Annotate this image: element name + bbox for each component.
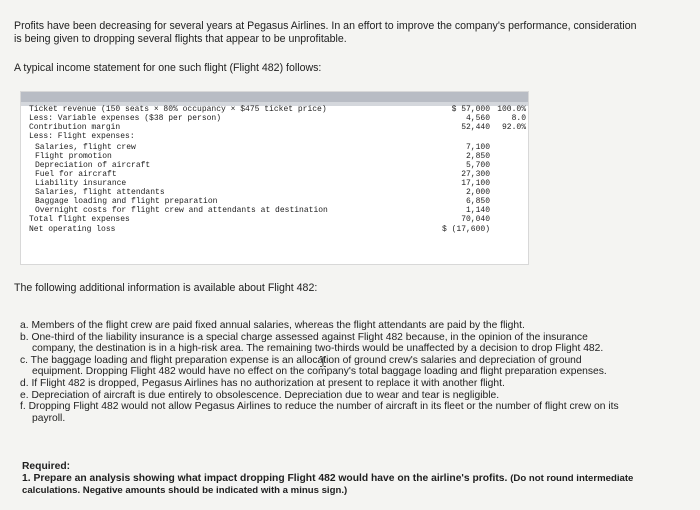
info-item-line: c. The baggage loading and flight preparation expense is an allocation of ground crew's salaries and depreciation of ground xyxy=(20,354,582,366)
statement-row xyxy=(21,152,528,161)
additional-info-list xyxy=(20,320,692,424)
row-percent: 92.0% xyxy=(501,123,526,132)
additional-info-caption: The following additional information is available about Flight 482: xyxy=(14,282,318,294)
required-note: (Do not round intermediate calculations. Negative amounts should be indicated with a minus sign.) xyxy=(22,473,634,496)
info-item xyxy=(20,355,692,378)
row-label: Baggage loading and flight preparation xyxy=(35,197,218,206)
row-label: Fuel for aircraft xyxy=(35,170,117,179)
statement-row xyxy=(21,188,528,197)
row-percent: 8.0 xyxy=(511,114,526,123)
info-item-line: b. One-third of the liability insurance is a special charge assessed against Flight 482 because, in the opinion of the insurance xyxy=(20,331,588,343)
row-amount: 7,100 xyxy=(465,143,490,152)
row-amount: 27,300 xyxy=(461,170,490,179)
row-label: Liability insurance xyxy=(35,179,127,188)
row-percent: 100.0% xyxy=(497,105,526,114)
required-heading: Required: xyxy=(22,461,71,472)
info-item-line: a. Members of the flight crew are paid fixed annual salaries, whereas the flight attendants are paid by the flight. xyxy=(20,320,525,331)
info-item-line: f. Dropping Flight 482 would not allow Pegasus Airlines to reduce the number of aircraft in its fleet or the number of flight crew on its xyxy=(20,401,619,413)
info-item xyxy=(20,320,692,332)
info-item xyxy=(20,401,692,424)
required-task: 1. Prepare an analysis showing what impact dropping Flight 482 would have on the airline's profits. xyxy=(22,473,508,484)
row-amount: $ 57,000 xyxy=(451,105,490,114)
statement-row xyxy=(21,143,528,152)
required-section xyxy=(22,461,682,497)
statement-row xyxy=(21,105,528,114)
row-label: Flight promotion xyxy=(35,152,112,161)
row-label: Less: Flight expenses: xyxy=(29,132,135,141)
row-amount: 5,700 xyxy=(465,161,490,170)
row-label: Depreciation of aircraft xyxy=(35,161,151,170)
row-amount: 17,100 xyxy=(461,179,490,188)
info-item xyxy=(20,390,692,402)
statement-row xyxy=(21,123,528,132)
info-item-line: e. Depreciation of aircraft is due entirely to obsolescence. Depreciation due to wear and tear is negligible. xyxy=(20,389,500,401)
info-item-continuation: equipment. Dropping Flight 482 would have no effect on the company's total baggage loading and flight preparation expenses. xyxy=(32,366,607,378)
info-item xyxy=(20,332,692,355)
statement-row xyxy=(21,179,528,188)
statement-row xyxy=(21,225,528,234)
income-statement-table xyxy=(20,91,529,265)
intro-line-2: is being given to dropping several flights that appear to be unprofitable. xyxy=(14,32,347,45)
info-item xyxy=(20,378,692,390)
row-amount: 4,560 xyxy=(465,114,490,123)
row-label: Less: Variable expenses ($38 per person) xyxy=(29,114,222,123)
row-amount: 1,140 xyxy=(465,206,490,215)
row-label: Salaries, flight crew xyxy=(35,143,136,152)
row-label: Ticket revenue (150 seats × 80% occupancy × $475 ticket price) xyxy=(29,105,327,114)
row-amount: 6,850 xyxy=(465,197,490,206)
row-amount: 2,000 xyxy=(465,188,490,197)
statement-row xyxy=(21,215,528,224)
row-amount: $ (17,600) xyxy=(441,225,490,234)
row-amount: 2,850 xyxy=(465,152,490,161)
statement-row xyxy=(21,114,528,123)
statement-row xyxy=(21,206,528,215)
row-label: Overnight costs for flight crew and attendants at destination xyxy=(35,206,328,215)
statement-row xyxy=(21,132,528,141)
row-label: Contribution margin xyxy=(29,123,121,132)
info-item-line: d. If Flight 482 is dropped, Pegasus Airlines has no authorization at present to replace it with another flight. xyxy=(20,377,505,389)
statement-row xyxy=(21,161,528,170)
table-header-band xyxy=(21,92,528,102)
typical-statement-caption: A typical income statement for one such flight (Flight 482) follows: xyxy=(14,62,322,74)
row-label: Net operating loss xyxy=(29,225,116,234)
info-item-continuation: payroll. xyxy=(32,412,66,424)
text-cursor-icon xyxy=(319,356,327,367)
intro-paragraph xyxy=(14,20,700,45)
row-amount: 70,040 xyxy=(461,215,490,224)
row-label: Total flight expenses xyxy=(29,215,130,224)
row-label: Salaries, flight attendants xyxy=(35,188,165,197)
intro-line-1: Profits have been decreasing for several years at Pegasus Airlines. In an effort to improve the company's performance, consideration xyxy=(14,20,637,32)
row-amount: 52,440 xyxy=(461,123,490,132)
statement-row xyxy=(21,197,528,206)
statement-row xyxy=(21,170,528,179)
info-item-continuation: company, the destination is in a high-risk area. The remaining two-thirds would be unaffected by a decision to drop Flight 482. xyxy=(32,343,604,355)
